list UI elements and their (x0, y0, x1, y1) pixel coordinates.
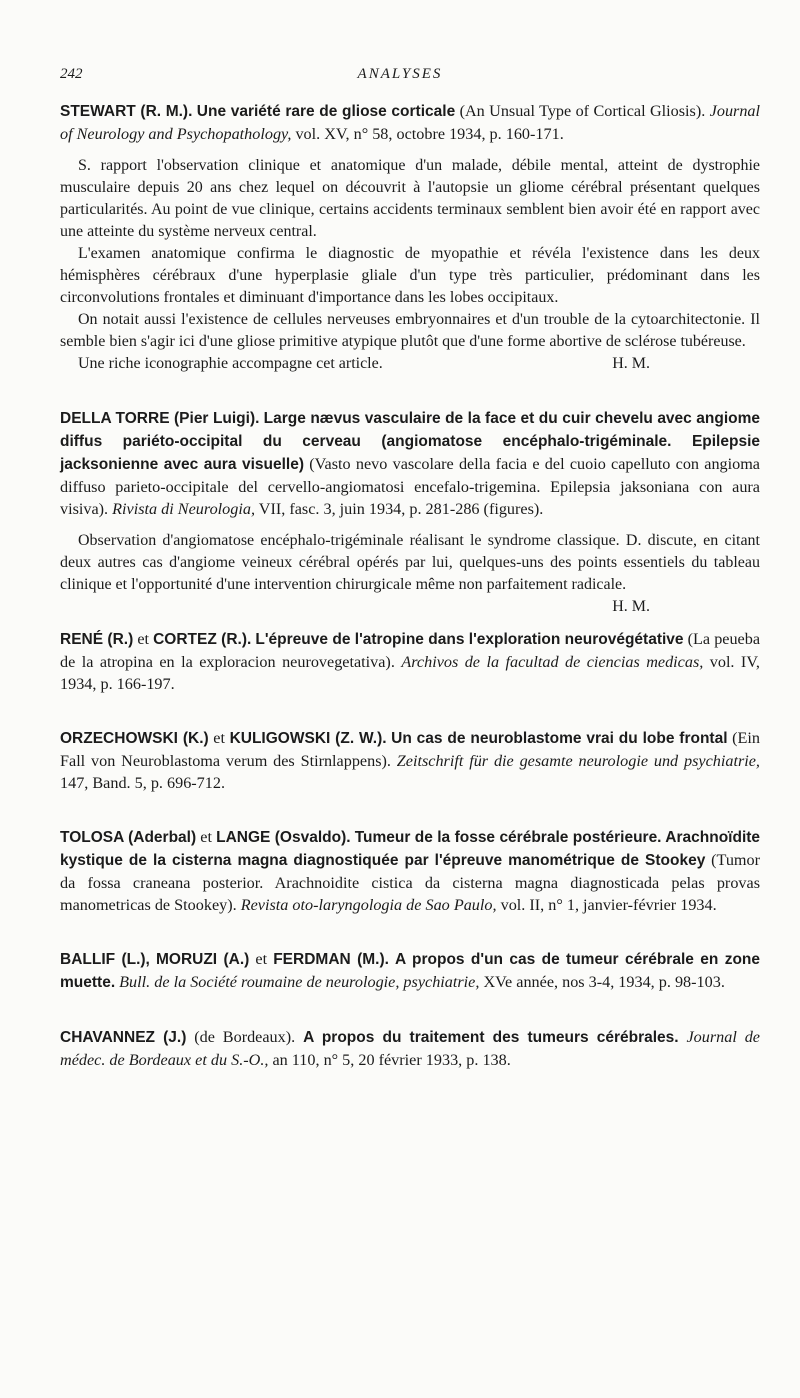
citation (60, 727, 760, 794)
journal-name: Journal of Neurology and Psychopathology, (60, 102, 761, 143)
abstract (60, 530, 760, 615)
author-conjunction: et (213, 729, 225, 747)
journal-name: Journal de médec. de Bordeaux et du S.-O., (60, 1028, 760, 1069)
review-entries (60, 100, 760, 1103)
author: MORUZI (A.) (155, 951, 250, 968)
abstract-paragraph: On notait aussi l'existence de cellules nerveuses embryonnaires et d'un trouble de la cytoarchitectonie. Il semble bien s'agir ici d'une gliose primitive atypique plutôt que d'une forme abortive de sclérose tubéreuse. (60, 311, 760, 350)
authors: DELLA TORRE (Pier Luigi). (60, 410, 260, 427)
author-conjunction: et (137, 630, 150, 648)
journal-name: Revista oto-laryngologia de Sao Paulo, (240, 896, 497, 914)
author: CORTEZ (R.). (153, 631, 252, 648)
page-number: 242 (60, 66, 83, 82)
original-title: (Tumor da fossa craneana posterior. Arachnoidite cistica da cisterna magna diagnosticada pelas provas manometricas de Stookey). (60, 851, 760, 914)
author-conjunction: et (255, 950, 268, 968)
original-title: (Ein Fall von Neuroblastoma verum des Stirnlappens). (60, 729, 761, 770)
author: CHAVANNEZ (J.) (60, 1029, 187, 1046)
page-header (60, 66, 740, 86)
journal-name: Archivos de la facultad de ciencias medicas, (401, 653, 704, 671)
review-entry (60, 1026, 760, 1071)
journal-name: Rivista di Neurologia, (112, 500, 255, 518)
abstract-paragraph (60, 530, 760, 615)
abstract-text: Observation d'angiomatose encéphalo-trigéminale réalisant le syndrome classique. D. discute, en citant deux autres cas d'angiome veineux cérébral opérés par lui, quelques-uns des points essentiels du tableau clinique et l'opportunité d'une intervention chirurgicale même non parfaitement radicale. (60, 532, 760, 593)
publication-details: an 110, n° 5, 20 février 1933, p. 138. (272, 1051, 511, 1069)
author: RENÉ (R.) (60, 631, 134, 648)
running-title: ANALYSES (357, 66, 443, 82)
author-affiliation: (de Bordeaux). (194, 1028, 296, 1046)
citation (60, 948, 760, 994)
article-title: A propos du traitement des tumeurs cérébrales. (303, 1029, 679, 1046)
abstract-text: Une riche iconographie accompagne cet article. (78, 355, 383, 372)
article-title: A propos d'un cas de tumeur cérébrale en zone muette. (60, 951, 761, 991)
abstract-paragraph: L'examen anatomique confirma le diagnostic de myopathie et révéla l'existence dans les deux hémisphères cérébraux d'une hyperplasie gliale d'un type très particulier, prédominant dans les circonvolutions frontales et diminuant d'importance dans les lobes occipitaux. (60, 245, 760, 306)
publication-details: 147, Band. 5, p. 696-712. (60, 774, 226, 792)
author: ORZECHOWSKI (K.) (60, 730, 209, 747)
author: BALLIF (L.), (60, 951, 150, 968)
review-entry (60, 826, 760, 916)
authors: STEWART (R. M.). (60, 103, 193, 120)
article-title: Une variété rare de gliose corticale (196, 103, 456, 120)
article-title: Large nævus vasculaire de la face et du cuir chevelu avec angiome diffus pariéto-occipital du cerveau (angiomatose encéphalo-trigéminale. Epilepsie jacksonienne avec aura visuelle) (60, 410, 761, 473)
citation (60, 407, 760, 520)
citation (60, 1026, 760, 1071)
author: LANGE (Osvaldo). (216, 829, 351, 846)
abstract (60, 155, 760, 375)
author: TOLOSA (Aderbal) (60, 829, 197, 846)
reviewer-signature: H. M. (612, 598, 650, 615)
original-title: (Vasto nevo vascolare della facia e del cuoio capelluto con angioma diffuso parieto-occipitale del cervello-angiomatosi encefalo-trigemina. Epilepsia jaksoniana con aura visiva). (60, 455, 760, 518)
article-title: L'épreuve de l'atropine dans l'exploration neurovégétative (255, 631, 684, 648)
review-entry (60, 948, 760, 994)
publication-details: VII, fasc. 3, juin 1934, p. 281-286 (figures). (258, 500, 544, 518)
review-entry (60, 100, 760, 375)
review-entry (60, 727, 760, 794)
abstract-paragraph (60, 353, 760, 375)
abstract-paragraph: S. rapport l'observation clinique et anatomique d'un malade, débile mental, atteint de dystrophie musculaire depuis 20 ans chez lequel on découvrit à l'autopsie un gliome cérébral présentant quelques particularités. Au point de vue clinique, certains accidents terminaux semblent bien avoir été en rapport avec une atteinte du système nerveux central. (60, 157, 760, 240)
author-conjunction: et (200, 828, 212, 846)
citation (60, 100, 760, 145)
journal-name: Zeitschrift für die gesamte neurologie und psychiatrie, (396, 752, 760, 770)
publication-details: vol. XV, n° 58, octobre 1934, p. 160-171. (295, 125, 564, 143)
original-title: (An Unsual Type of Cortical Gliosis). (459, 102, 706, 120)
review-entry (60, 407, 761, 615)
citation (60, 826, 760, 916)
original-title: (La peueba de la atropina en la exploracion neurovegetativa). (60, 630, 761, 671)
journal-name: Bull. de la Société roumaine de neurologie, psychiatrie, (119, 973, 480, 991)
article-title: Tumeur de la fosse cérébrale postérieure. Arachnoïdite kystique de la cisterna magna diagnostiquée par l'épreuve manométrique de Stookey (60, 829, 761, 869)
publication-details: vol. II, n° 1, janvier-février 1934. (500, 896, 717, 914)
citation (60, 628, 760, 695)
publication-details: vol. IV, 1934, p. 166-197. (60, 653, 760, 693)
article-title: Un cas de neuroblastome vrai du lobe frontal (391, 730, 728, 747)
author: FERDMAN (M.). (273, 951, 389, 968)
publication-details: XVe année, nos 3-4, 1934, p. 98-103. (483, 973, 725, 991)
reviewer-signature: H. M. (612, 355, 650, 372)
author: KULIGOWSKI (Z. W.). (229, 730, 387, 747)
review-entry (60, 628, 760, 695)
